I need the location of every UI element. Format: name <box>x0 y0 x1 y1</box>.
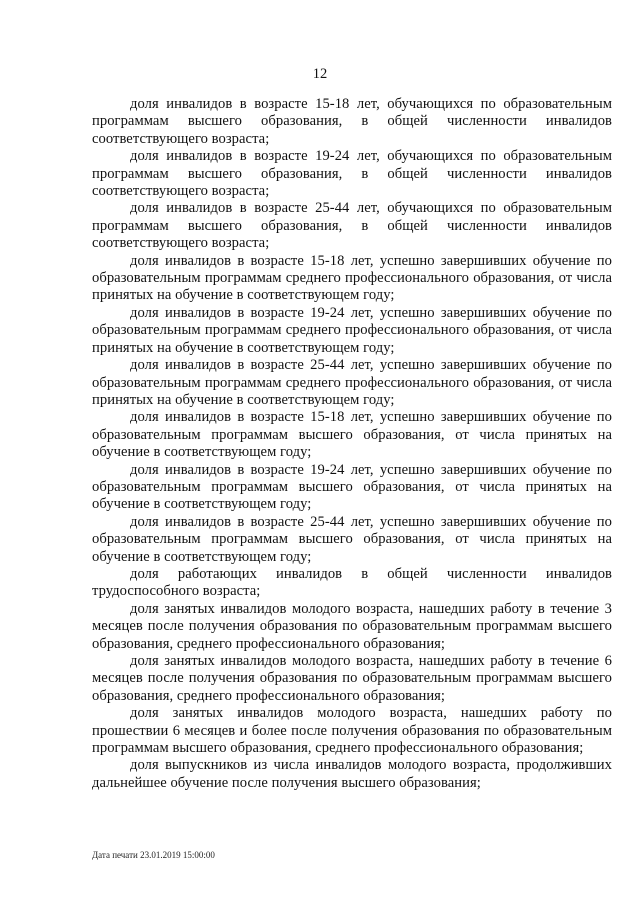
paragraph: доля занятых инвалидов молодого возраста, нашедших работу в течение 6 месяцев после получения образования по образовательным программам высшего образования, среднего профессионального образования; <box>92 653 612 704</box>
paragraph: доля инвалидов в возрасте 15-18 лет, обучающихся по образовательным программам высшего образования, в общей численности инвалидов соответствующего возраста; <box>92 96 612 147</box>
paragraph: доля инвалидов в возрасте 25-44 лет, обучающихся по образовательным программам высшего образования, в общей численности инвалидов соответствующего возраста; <box>92 200 612 252</box>
paragraph: доля инвалидов в возрасте 25-44 лет, успешно завершивших обучение по образовательным программам среднего профессионального образования, от числа принятых на обучение в соответствующем году; <box>92 357 612 408</box>
document-body <box>92 96 612 792</box>
paragraph: доля занятых инвалидов молодого возраста, нашедших работу по прошествии 6 месяцев и более после получения образования по образовательным программам высшего образования, среднего профессионального образования; <box>92 705 612 757</box>
paragraph: доля инвалидов в возрасте 25-44 лет, успешно завершивших обучение по образовательным программам высшего образования, от числа принятых на обучение в соответствующем году; <box>92 513 612 565</box>
paragraph: доля инвалидов в возрасте 19-24 лет, обучающихся по образовательным программам высшего образования, в общей численности инвалидов соответствующего возраста; <box>92 148 612 200</box>
paragraph: доля инвалидов в возрасте 15-18 лет, успешно завершивших обучение по образовательным программам высшего образования, от числа принятых на обучение в соответствующем году; <box>92 409 612 461</box>
print-date-footer: Дата печати 23.01.2019 15:00:00 <box>92 850 215 860</box>
paragraph: доля инвалидов в возрасте 15-18 лет, успешно завершивших обучение по образовательным программам среднего профессионального образования, от числа принятых на обучение в соответствующем году; <box>92 252 612 304</box>
paragraph: доля работающих инвалидов в общей численности инвалидов трудоспособного возраста; <box>92 565 612 600</box>
paragraph: доля инвалидов в возрасте 19-24 лет, успешно завершивших обучение по образовательным программам среднего профессионального образования, от числа принятых на обучение в соответствующем году; <box>92 304 612 356</box>
paragraph: доля выпускников из числа инвалидов молодого возраста, продолживших дальнейшее обучение после получения высшего образования; <box>92 757 612 791</box>
page-number: 12 <box>312 66 328 82</box>
paragraph: доля инвалидов в возрасте 19-24 лет, успешно завершивших обучение по образовательным программам высшего образования, от числа принятых на обучение в соответствующем году; <box>92 461 612 513</box>
paragraph: доля занятых инвалидов молодого возраста, нашедших работу в течение 3 месяцев после получения образования по образовательным программам высшего образования, среднего профессионального образования; <box>92 600 612 652</box>
